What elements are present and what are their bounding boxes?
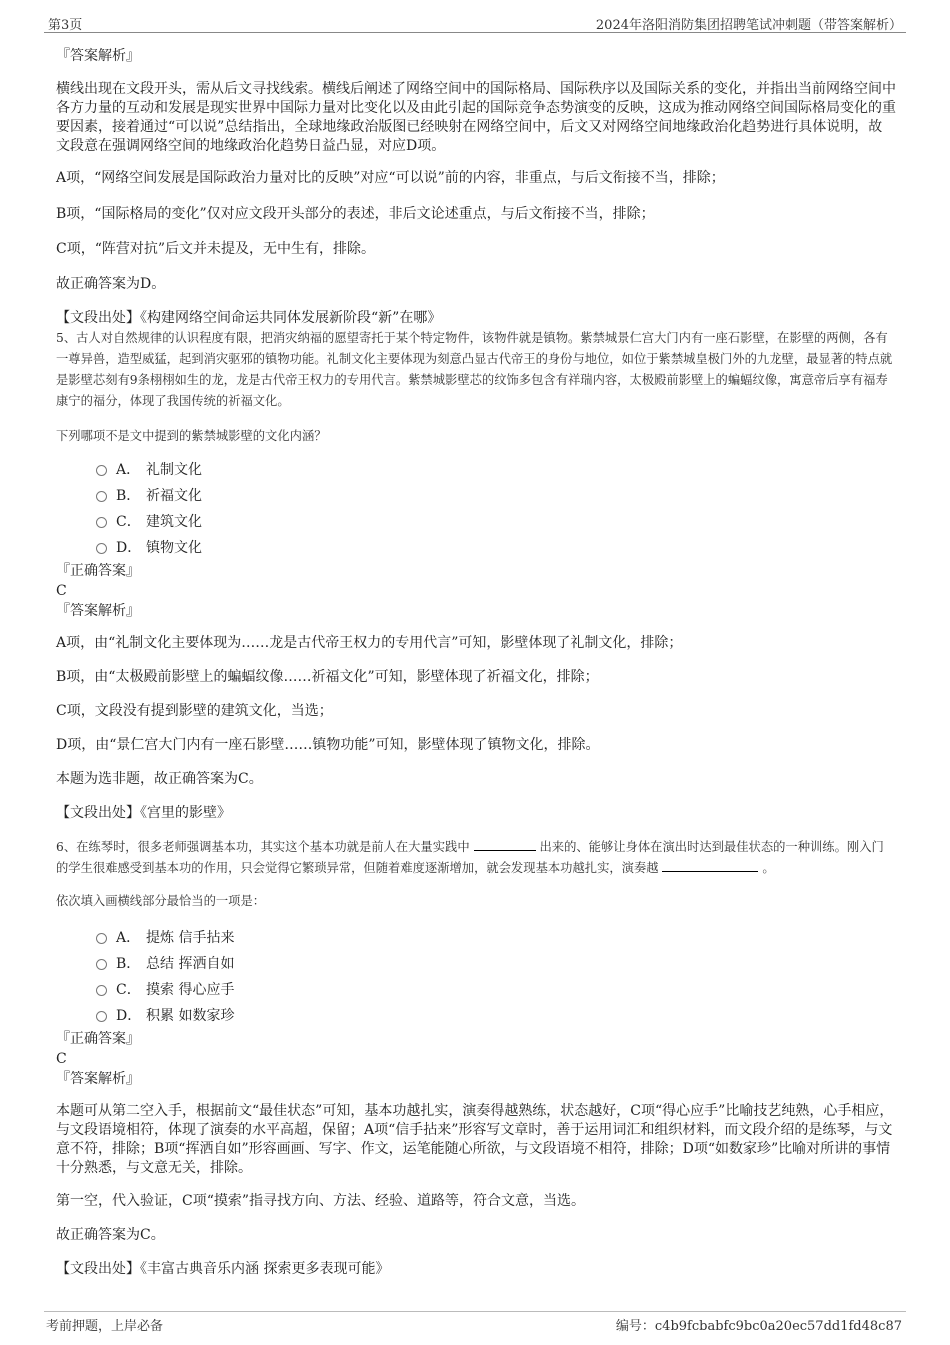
q6-answer-label: 『正确答案』 (56, 1031, 140, 1047)
q5-option-d[interactable]: D． 镇物文化 (96, 535, 896, 561)
document-title: 2024年洛阳消防集团招聘笔试冲刺题（带答案解析） (595, 18, 902, 33)
q5-options (96, 457, 896, 561)
page-header (44, 12, 906, 33)
q6-analysis-para-2: 第一空，代入验证，C项“摸索”指寻找方向、方法、经验、道路等，符合文意，当选。 (56, 1193, 586, 1209)
radio-icon[interactable] (96, 517, 107, 528)
q5-analysis-para-4: D项，由“景仁宫大门内有一座石影壁……镇物功能”可知，影壁体现了镇物文化，排除。 (56, 737, 600, 753)
q6-analysis-para-3: 故正确答案为C。 (56, 1227, 165, 1243)
q5-stem: 5、古人对自然规律的认识程度有限，把消灾纳福的愿望寄托于某个特定物件，该物件就是镇物。紫禁城景仁宫大门内有一座石影壁，在影壁的两侧，各有一尊异兽，造型威猛，起到消灾驱邪的镇物功能。礼制文化主要体现为刻意凸显古代帝王的身份与地位，如位于紫禁城皇极门外的九龙壁，最显著的特点就是影壁芯刻有9条栩栩如生的龙，龙是古代帝王权力的专用代言。紫禁城影壁芯的纹饰多包含有祥瑞内容，太极殿前影壁上的蝙蝠纹像，寓意帝后享有福寿康宁的福分，体现了我国传统的祈福文化。 (56, 331, 893, 408)
q5-analysis-para-5: 本题为选非题，故正确答案为C。 (56, 771, 263, 787)
q6-answer: C (56, 1051, 67, 1067)
footer-slogan: 考前押题，上岸必备 (46, 1319, 164, 1334)
q6-options (96, 925, 896, 1029)
q6-option-d[interactable]: D． 积累 如数家珍 (96, 1003, 896, 1029)
q4-analysis-para-3: B项，“国际格局的变化”仅对应文段开头部分的表述，非后文论述重点，与后文衔接不当，排除； (56, 206, 655, 222)
q6-option-a[interactable]: A． 提炼 信手拈来 (96, 925, 896, 951)
q5-question: 下列哪项不是文中提到的紫禁城影壁的文化内涵？ (56, 429, 327, 443)
q5-answer-label: 『正确答案』 (56, 563, 140, 579)
q5-analysis-label: 『答案解析』 (56, 603, 140, 619)
q5-option-a[interactable]: A． 礼制文化 (96, 457, 896, 483)
q5-analysis-para-1: A项，由“礼制文化主要体现为……龙是古代帝王权力的专用代言”可知，影壁体现了礼制文化，排除； (56, 635, 683, 651)
q5-option-b[interactable]: B． 祈福文化 (96, 483, 896, 509)
radio-icon[interactable] (96, 1011, 107, 1022)
q6-stem: 6、在练琴时，很多老师强调基本功，其实这个基本功就是前人在大量实践中 出来的、能够让身体在演出时达到最佳状态的一种训练。刚入门的学生很难感受到基本功的作用，只会觉得它繁琐异常，但随着难度逐渐增加，就会发现基本功越扎实，演奏越 。 (56, 840, 884, 875)
radio-icon[interactable] (96, 543, 107, 554)
page-footer (44, 1311, 906, 1334)
q5-analysis-para-2: B项，由“太极殿前影壁上的蝙蝠纹像……祈福文化”可知，影壁体现了祈福文化，排除； (56, 669, 599, 685)
q5-option-c[interactable]: C． 建筑文化 (96, 509, 896, 535)
q4-analysis-para-2: A项，“网络空间发展是国际政治力量对比的反映”对应“可以说”前的内容，非重点，与后文衔接不当，排除； (56, 170, 725, 186)
radio-icon[interactable] (96, 465, 107, 476)
radio-icon[interactable] (96, 959, 107, 970)
q6-option-b[interactable]: B． 总结 挥洒自如 (96, 951, 896, 977)
q4-analysis-label: 『答案解析』 (56, 48, 140, 64)
q5-answer: C (56, 583, 67, 599)
page-number: 第3页 (48, 18, 83, 33)
blank-2 (662, 859, 758, 872)
q4-analysis-para-1: 横线出现在文段开头，需从后文寻找线索。横线后阐述了网络空间中的国际格局、国际秩序以及国际关系的变化，并指出当前网络空间中各方力量的互动和发展是现实世界中国际力量对比变化以及由此引起的国际竞争态势演变的反映，这成为推动网络空间国际格局变化的重要因素，接着通过“可以说”总结指出，全球地缘政治版图已经映射在网络空间中，后文又对网络空间地缘政治化趋势进行具体说明，故文段意在强调网络空间的地缘政治化趋势日益凸显，对应D项。 (56, 81, 896, 154)
q6-question: 依次填入画横线部分最恰当的一项是： (56, 894, 266, 908)
q4-analysis-para-4: C项，“阵营对抗”后文并未提及，无中生有，排除。 (56, 241, 376, 257)
q6-source: 【文段出处】《丰富古典音乐内涵 探索更多表现可能》 (56, 1261, 390, 1277)
q5-source: 【文段出处】《宫里的影壁》 (56, 805, 231, 821)
q6-analysis-label: 『答案解析』 (56, 1071, 140, 1087)
q4-source: 【文段出处】《构建网络空间命运共同体发展新阶段“新”在哪》 (56, 310, 442, 326)
radio-icon[interactable] (96, 985, 107, 996)
q6-analysis-para-1: 本题可从第二空入手，根据前文“最佳状态”可知，基本功越扎实，演奏得越熟练，状态越好，C项“得心应手”比喻技艺纯熟，心手相应，与文段语境相符，体现了演奏的水平高超，保留；A项“信手拈来”形容写文章时，善于运用词汇和组织材料，而文段介绍的是练琴，与文意不符，排除；B项“挥洒自如”形容画画、写字、作文，运笔能随心所欲，与文段语境不相符，排除；D项“如数家珍”比喻对所讲的事情十分熟悉，与文意无关，排除。 (56, 1103, 894, 1176)
blank-1 (474, 838, 536, 851)
radio-icon[interactable] (96, 491, 107, 502)
page-content (56, 46, 896, 1279)
q5-analysis-para-3: C项，文段没有提到影壁的建筑文化，当选； (56, 703, 333, 719)
footer-code: 编号：c4b9fcbabfc9bc0a20ec57dd1fd48c87 (615, 1319, 902, 1334)
q6-option-c[interactable]: C． 摸索 得心应手 (96, 977, 896, 1003)
q4-analysis-para-5: 故正确答案为D。 (56, 276, 166, 292)
radio-icon[interactable] (96, 933, 107, 944)
